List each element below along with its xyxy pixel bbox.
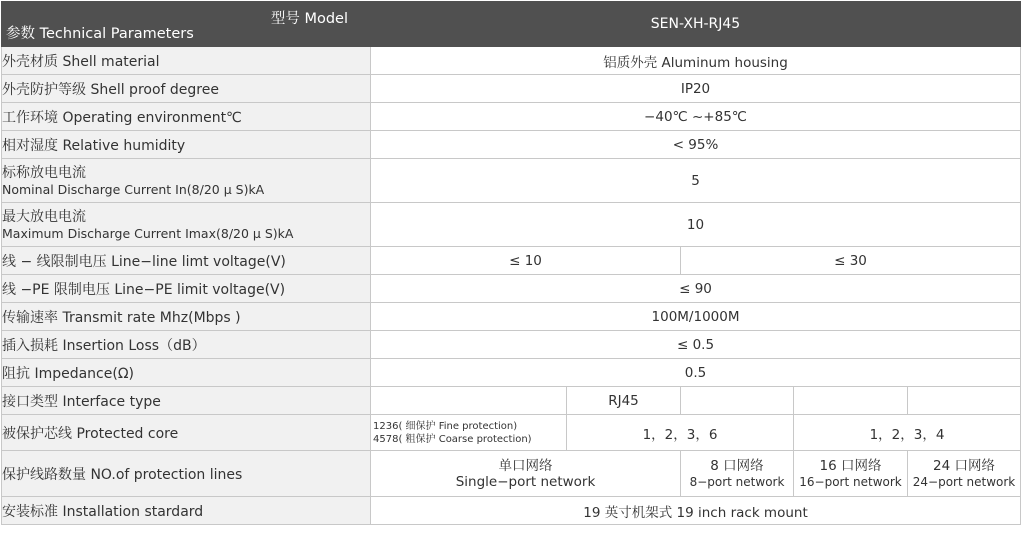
table-row-line-line [2, 247, 1021, 275]
port-24-cn: 24 口网络 [933, 457, 995, 474]
protection-note-cell [371, 415, 567, 451]
row-label: 保护线路数量 NO.of protection lines [2, 451, 371, 497]
table-row-insertion [2, 331, 1021, 359]
row-label: 传输速率 Transmit rate Mhz(Mbps ) [2, 303, 371, 331]
row-value: ≤ 90 [371, 275, 1021, 303]
row-label-en: Maximum Discharge Current Imax(8/20 μ S)kA [2, 226, 294, 241]
note-coarse: 4578( 粗保护 Coarse protection) [373, 433, 532, 445]
table-row-humidity [2, 131, 1021, 159]
row-label [2, 203, 371, 247]
row-label: 被保护芯线 Protected core [2, 415, 371, 451]
row-value: −40℃ ~+85℃ [371, 103, 1021, 131]
row-value: IP20 [371, 75, 1021, 103]
row-value: 10 [371, 203, 1021, 247]
port-8-cell [681, 451, 794, 497]
row-label: 相对湿度 Relative humidity [2, 131, 371, 159]
row-value: 100M/1000M [371, 303, 1021, 331]
row-label-en: Nominal Discharge Current In(8/20 μ S)kA [2, 182, 265, 197]
port-8-cn: 8 口网络 [710, 457, 764, 474]
row-value-empty [371, 387, 567, 415]
single-port-cell [371, 451, 681, 497]
row-label: 外壳防护等级 Shell proof degree [2, 75, 371, 103]
row-value-empty [681, 387, 794, 415]
port-16-cell [794, 451, 908, 497]
row-label: 插入损耗 Insertion Loss（dB） [2, 331, 371, 359]
single-port-en: Single−port network [455, 473, 596, 490]
row-label: 线 −PE 限制电压 Line−PE limit voltage(V) [2, 275, 371, 303]
row-label: 外壳材质 Shell material [2, 47, 371, 75]
row-value-b: ≤ 30 [681, 247, 1021, 275]
table-row-shell-material [2, 47, 1021, 75]
row-value: ≤ 0.5 [371, 331, 1021, 359]
row-value-b: 1，2，3，4 [794, 415, 1021, 451]
table-row-operating-env [2, 103, 1021, 131]
row-label: 接口类型 Interface type [2, 387, 371, 415]
header-corner-cell [2, 2, 371, 47]
row-label: 阻抗 Impedance(Ω) [2, 359, 371, 387]
header-row [2, 2, 1021, 47]
table-row-protection-lines [2, 451, 1021, 497]
row-value-empty [794, 387, 908, 415]
table-row-line-pe [2, 275, 1021, 303]
table-row-transmit [2, 303, 1021, 331]
table-row-protected-core [2, 415, 1021, 451]
port-24-cell [908, 451, 1021, 497]
port-16-en: 16−port network [799, 474, 902, 489]
row-value-a: ≤ 10 [371, 247, 681, 275]
model-label: 型号 Model [270, 11, 348, 27]
row-label: 安装标准 Installation stardard [2, 497, 371, 525]
row-value: RJ45 [567, 387, 681, 415]
port-8-en: 8−port network [689, 474, 785, 489]
table-row-max-discharge [2, 203, 1021, 247]
table-row-interface [2, 387, 1021, 415]
port-24-en: 24−port network [912, 474, 1016, 489]
table-row-shell-proof [2, 75, 1021, 103]
table-row-impedance [2, 359, 1021, 387]
row-label-cn: 标称放电电流 [2, 165, 86, 181]
params-label: 参数 Technical Parameters [6, 26, 194, 42]
table-row-nominal-discharge [2, 159, 1021, 203]
port-16-cn: 16 口网络 [819, 457, 882, 474]
row-label-cn: 最大放电电流 [2, 209, 86, 225]
row-value-empty [908, 387, 1021, 415]
row-value: 19 英寸机架式 19 inch rack mount [371, 497, 1021, 525]
row-label: 线 − 线限制电压 Line−line limt voltage(V) [2, 247, 371, 275]
single-port-cn: 单口网络 [498, 457, 553, 474]
row-label: 工作环境 Operating environment℃ [2, 103, 371, 131]
row-value: 0.5 [371, 359, 1021, 387]
row-value: 铝质外壳 Aluminum housing [371, 47, 1021, 75]
row-value: 5 [371, 159, 1021, 203]
note-fine: 1236( 细保护 Fine protection) [373, 420, 518, 432]
row-value: < 95% [371, 131, 1021, 159]
row-label [2, 159, 371, 203]
model-value: SEN-XH-RJ45 [371, 2, 1021, 47]
row-value-a: 1，2，3，6 [567, 415, 794, 451]
spec-table [1, 1, 1021, 525]
table-row-installation [2, 497, 1021, 525]
